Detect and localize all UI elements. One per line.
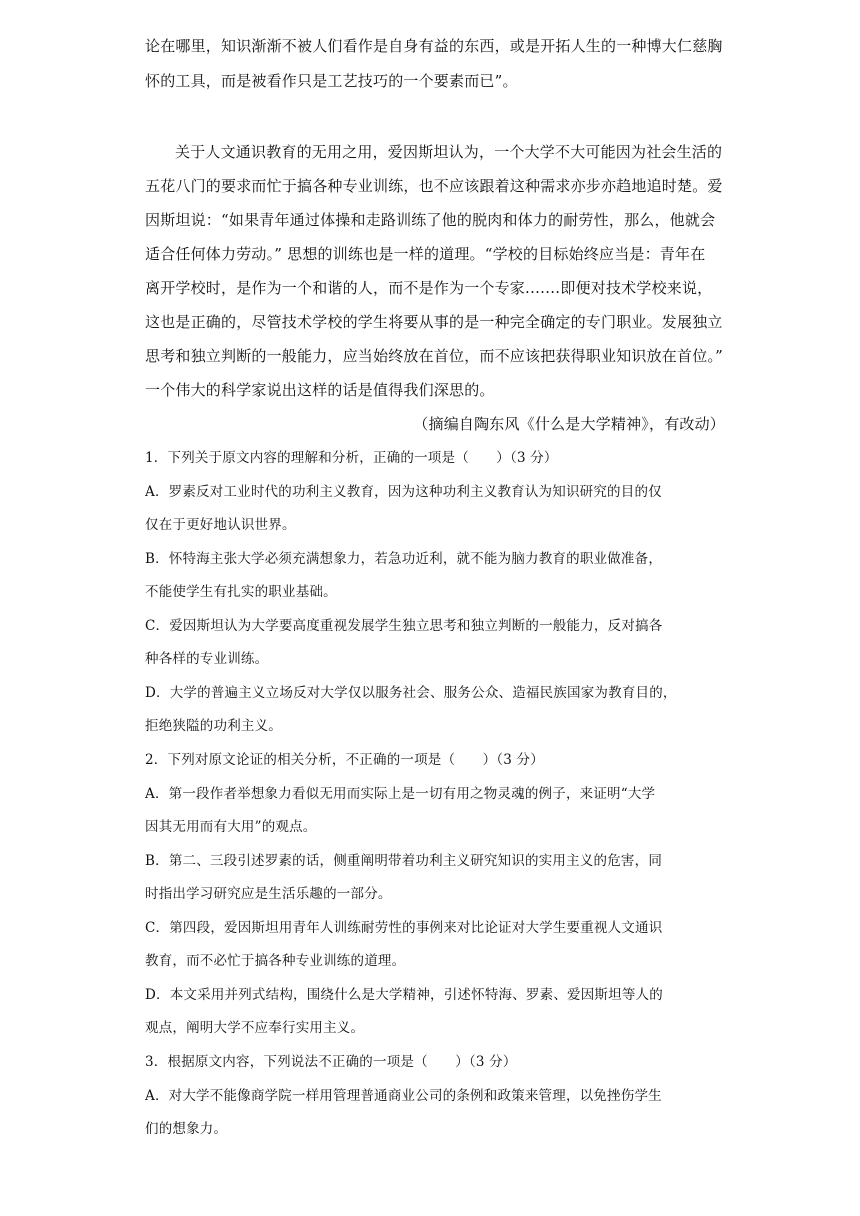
option-line: C．第四段，爱因斯坦用青年人训练耐劳性的事例来对比论证对大学生要重视人文通识 (145, 920, 663, 936)
option-line: D．本文采用并列式结构，围绕什么是大学精神，引述怀特海、罗素、爱因斯坦等人的 (145, 987, 663, 1003)
option-line: 时指出学习研究应是生活乐趣的一部分。 (145, 886, 392, 902)
passage-line: 论在哪里，知识渐渐不被人们看作是自身有益的东西，或是开拓人生的一种博大仁慈胸 (145, 37, 723, 55)
option-line: 不能使学生有扎实的职业基础。 (145, 584, 337, 600)
passage-line: 怀的工具，而是被看作只是工艺技巧的一个要素而已”。 (145, 72, 518, 90)
option-line: 教育，而不必忙于搞各种专业训练的道理。 (145, 953, 406, 969)
option-line: 们的想象力。 (145, 1121, 228, 1137)
passage-line: 一个伟大的科学家说出这样的话是值得我们深思的。 (145, 381, 495, 399)
option-line: 种各样的专业训练。 (145, 651, 269, 667)
question-stem: 3．根据原文内容，下列说法不正确的一项是（ ）（3 分） (145, 1054, 517, 1070)
source-citation: （摘编自陶东风《什么是大学精神》，有改动） (413, 415, 725, 433)
question-stem: 2．下列对原文论证的相关分析，不正确的一项是（ ）（3 分） (145, 752, 544, 768)
option-line: C．爱因斯坦认为大学要高度重视发展学生独立思考和独立判断的一般能力，反对搞各 (145, 618, 663, 634)
option-line: 拒绝狭隘的功利主义。 (145, 718, 282, 734)
passage-line: 适合任何体力劳动。” 思想的训练也是一样的道理。“学校的目标始终应当是：青年在 (145, 245, 706, 263)
passage-line: 因斯坦说：“如果青年通过体操和走路训练了他的脱肉和体力的耐劳性，那么，他就会 (145, 211, 716, 229)
option-line: 仅在于更好地认识世界。 (145, 517, 296, 533)
passage-line: 思考和独立判断的一般能力，应当始终放在首位，而不应该把获得职业知识放在首位。” (145, 347, 723, 365)
option-line: A．罗素反对工业时代的功利主义教育，因为这种功利主义教育认为知识研究的目的仅 (145, 484, 662, 500)
option-line: B．怀特海主张大学必须充满想象力，若急功近利，就不能为脑力教育的职业做准备， (145, 551, 663, 567)
question-stem: 1．下列关于原文内容的理解和分析，正确的一项是（ ）（3 分） (145, 450, 558, 466)
option-line: A．对大学不能像商学院一样用管理普通商业公司的条例和政策来管理，以免挫伤学生 (145, 1088, 662, 1104)
passage-line: 五花八门的要求而忙于搞各种专业训练，也不应该跟着这种需求亦步亦趋地追时楚。爱 (145, 177, 723, 195)
option-line: 因其无用而有大用”的观点。 (145, 819, 317, 835)
passage-line: 离开学校时，是作为一个和谐的人，而不是作为一个专家.……即便对技术学校来说， (145, 279, 713, 297)
option-line: B．第二、三段引述罗素的话，侧重阐明带着功利主义研究知识的实用主义的危害，同 (145, 853, 663, 869)
option-line: 观点，阐明大学不应奉行实用主义。 (145, 1020, 365, 1036)
option-line: A．第一段作者举想象力看似无用而实际上是一切有用之物灵魂的例子，来证明“大学 (145, 786, 656, 802)
option-line: D．大学的普遍主义立场反对大学仅以服务社会、服务公众、造福民族国家为教育目的， (145, 685, 677, 701)
passage-line: 关于人文通识教育的无用之用，爱因斯坦认为，一个大学不大可能因为社会生活的 (175, 143, 723, 161)
passage-line: 这也是正确的，尽管技术学校的学生将要从事的是一种完全确定的专门职业。发展独立 (145, 313, 723, 331)
